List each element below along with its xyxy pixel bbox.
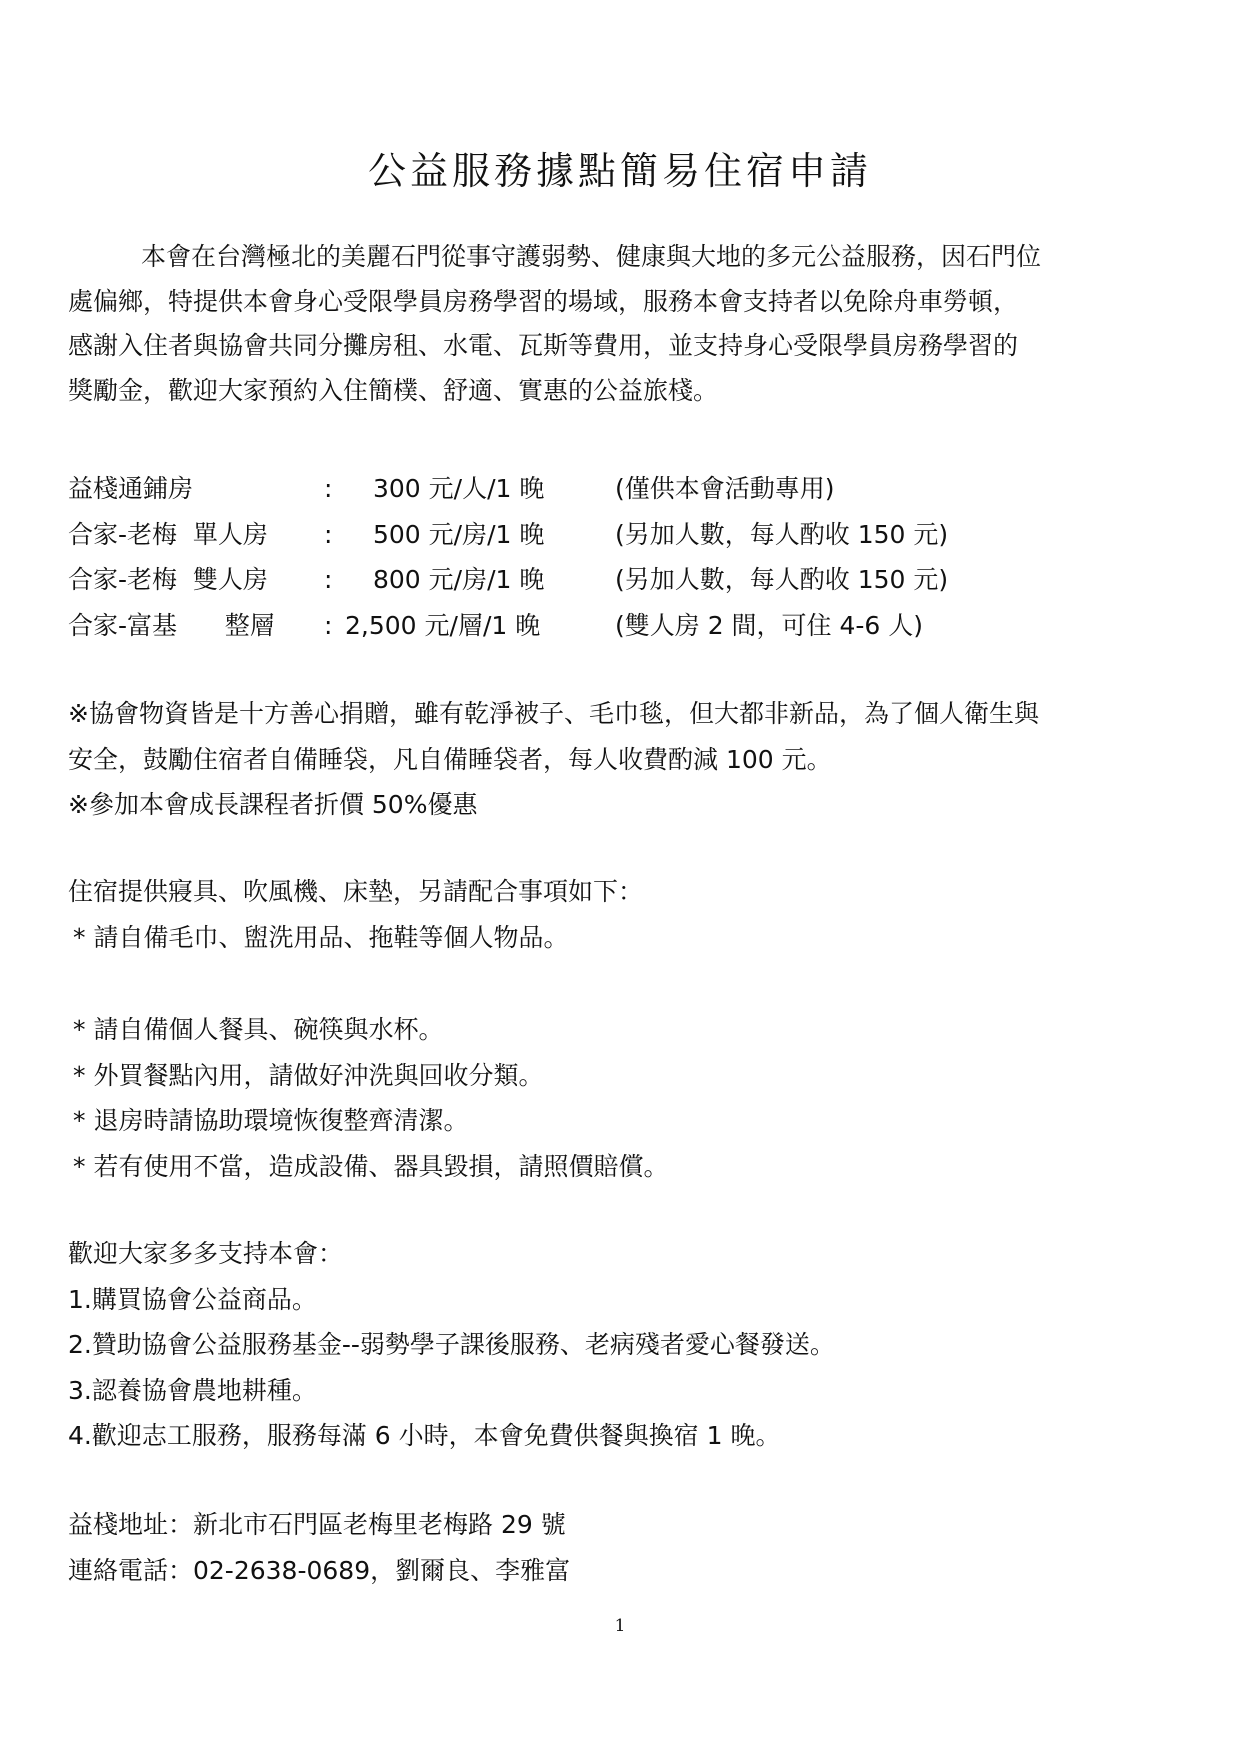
- rate-note: (僅供本會活動專用): [615, 474, 835, 503]
- supplies-item: * 請自備毛巾、盥洗用品、拖鞋等個人物品。: [73, 922, 569, 952]
- note-line: 安全，鼓勵住宿者自備睡袋，凡自備睡袋者，每人收費酌減 100 元。: [68, 744, 832, 774]
- support-item: 4.歡迎志工服務，服務每滿 6 小時，本會免費供餐與換宿 1 晚。: [68, 1421, 781, 1450]
- support-item: 2.贊助協會公益服務基金--弱勢學子課後服務、老病殘者愛心餐發送。: [68, 1330, 835, 1359]
- rate-colon: :: [324, 519, 333, 549]
- note-line: ※參加本會成長課程者折價 50%優惠: [68, 790, 478, 819]
- spacer: [68, 960, 1178, 1007]
- intro-paragraph: [68, 235, 1178, 413]
- room-rate-list: [68, 466, 1178, 648]
- supplies-item: * 外買餐點內用，請做好沖洗與回收分類。: [73, 1060, 544, 1090]
- rate-note: (雙人房 2 間，可住 4-6 人): [615, 610, 924, 640]
- address-line: 益棧地址：新北市石門區老梅里老梅路 29 號: [68, 1510, 566, 1539]
- intro-line: 感謝入住者與協會共同分攤房租、水電、瓦斯等費用，並支持身心受限學員房務學習的: [68, 331, 1019, 360]
- rate-room-name: 合家-老梅 單人房: [68, 519, 268, 549]
- support-item: 1.購買協會公益商品。: [68, 1284, 317, 1314]
- page-title: 公益服務據點簡易住宿申請: [367, 149, 872, 193]
- supplies-item: * 退房時請協助環境恢復整齊清潔。: [73, 1106, 469, 1135]
- supplies-section: [68, 869, 1178, 1189]
- rate-room-name: 合家-老梅 雙人房: [68, 565, 268, 594]
- rate-row: [68, 466, 1178, 512]
- rate-price: 800 元/房/1 晚: [373, 565, 545, 594]
- rate-row: [68, 603, 1178, 649]
- rate-price: 300 元/人/1 晚: [373, 474, 545, 503]
- note-line: ※協會物資皆是十方善心捐贈，雖有乾淨被子、毛巾毯，但大都非新品，為了個人衛生與: [68, 699, 1039, 728]
- support-intro: 歡迎大家多多支持本會：: [68, 1239, 344, 1268]
- intro-line: 處偏鄉，特提供本會身心受限學員房務學習的場域，服務本會支持者以免除舟車勞頓，: [68, 286, 1019, 316]
- rate-room-name: 益棧通鋪房: [68, 474, 194, 503]
- rate-price: 2,500 元/層/1 晚: [345, 610, 541, 640]
- intro-line: 獎勵金，歡迎大家預約入住簡樸、舒適、實惠的公益旅棧。: [68, 375, 719, 405]
- page-number: 1: [614, 1616, 626, 1636]
- rate-colon: :: [324, 565, 333, 594]
- rate-colon: :: [324, 610, 333, 640]
- notes-section: [68, 691, 1178, 828]
- rate-note: (另加人數，每人酌收 150 元): [615, 565, 949, 594]
- intro-line: 本會在台灣極北的美麗石門從事守護弱勢、健康與大地的多元公益服務，因石門位: [141, 242, 1042, 271]
- supplies-intro: 住宿提供寢具、吹風機、床墊，另請配合事項如下：: [68, 877, 644, 906]
- rate-row: [68, 557, 1178, 603]
- supplies-item: * 若有使用不當，造成設備、器具毀損，請照價賠償。: [73, 1151, 669, 1181]
- support-item: 3.認養協會農地耕種。: [68, 1375, 317, 1405]
- rate-row: [68, 512, 1178, 558]
- support-section: [68, 1231, 1178, 1459]
- rate-colon: :: [324, 474, 333, 503]
- contact-section: [68, 1502, 1178, 1593]
- rate-note: (另加人數，每人酌收 150 元): [615, 519, 949, 549]
- supplies-item: * 請自備個人餐具、碗筷與水杯。: [73, 1015, 444, 1044]
- rate-room-name: 合家-富基 整層: [68, 610, 275, 640]
- rate-price: 500 元/房/1 晚: [373, 519, 545, 549]
- phone-line: 連絡電話：02-2638-0689，劉爾良、李雅富: [68, 1555, 571, 1585]
